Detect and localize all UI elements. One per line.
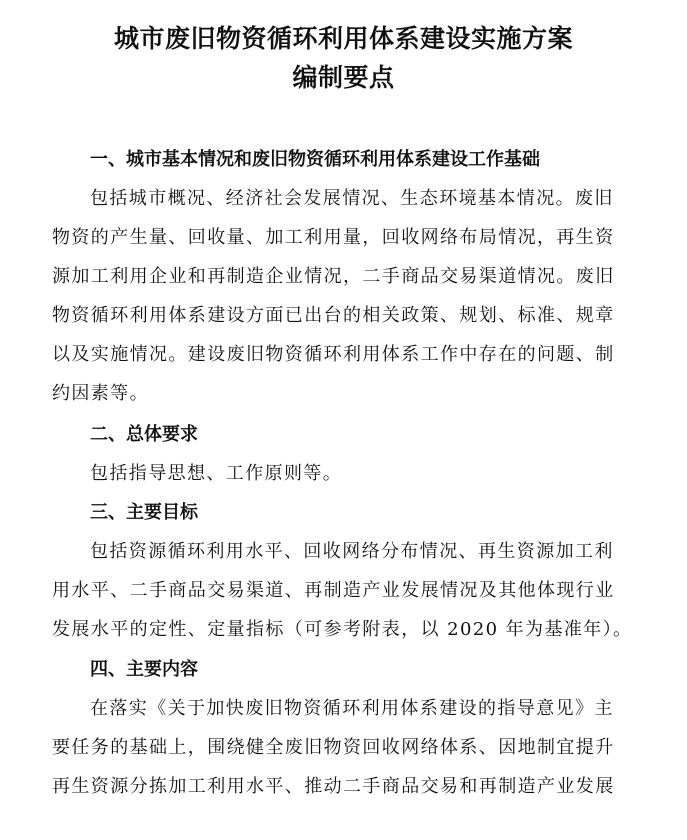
section-4-heading: 四、主要内容 [90,659,198,680]
section-1-line-3: 源加工利用企业和再制造企业情况，二手商品交易渠道情况。废旧 [52,266,615,287]
section-3-line-2: 用水平、二手商品交易渠道、再制造产业发展情况及其他体现行业 [52,580,615,601]
section-2-heading: 二、总体要求 [90,424,198,445]
section-3-heading: 三、主要目标 [90,502,198,523]
section-1-line-6: 约因素等。 [52,383,149,404]
section-2-line-1: 包括指导思想、工作原则等。 [90,463,343,484]
section-1-line-2: 物资的产生量、回收量、加工利用量，回收网络布局情况，再生资 [52,227,615,248]
section-3-line-3: 发展水平的定性、定量指标（可参考附表，以 2020 年为基准年）。 [52,619,633,640]
section-1-line-1: 包括城市概况、经济社会发展情况、生态环境基本情况。废旧 [90,188,614,209]
section-4-line-3: 再生资源分拣加工利用水平、推动二手商品交易和再制造产业发展 [52,776,615,797]
section-3-line-1: 包括资源循环利用水平、回收网络分布情况、再生资源加工利 [90,541,614,562]
document-title-line-2: 编制要点 [292,63,395,92]
section-1-line-5: 以及实施情况。建设废旧物资循环利用体系工作中存在的问题、制 [52,344,615,365]
section-4-line-1: 在落实《关于加快废旧物资循环利用体系建设的指导意见》主 [90,698,614,719]
document-title-line-1: 城市废旧物资循环利用体系建设实施方案 [113,24,573,53]
section-1-line-4: 物资循环利用体系建设方面已出台的相关政策、规划、标准、规章 [52,305,615,326]
section-4-line-2: 要任务的基础上，围绕健全废旧物资回收网络体系、因地制宜提升 [52,737,615,758]
section-1-heading: 一、城市基本情况和废旧物资循环利用体系建设工作基础 [90,149,540,170]
